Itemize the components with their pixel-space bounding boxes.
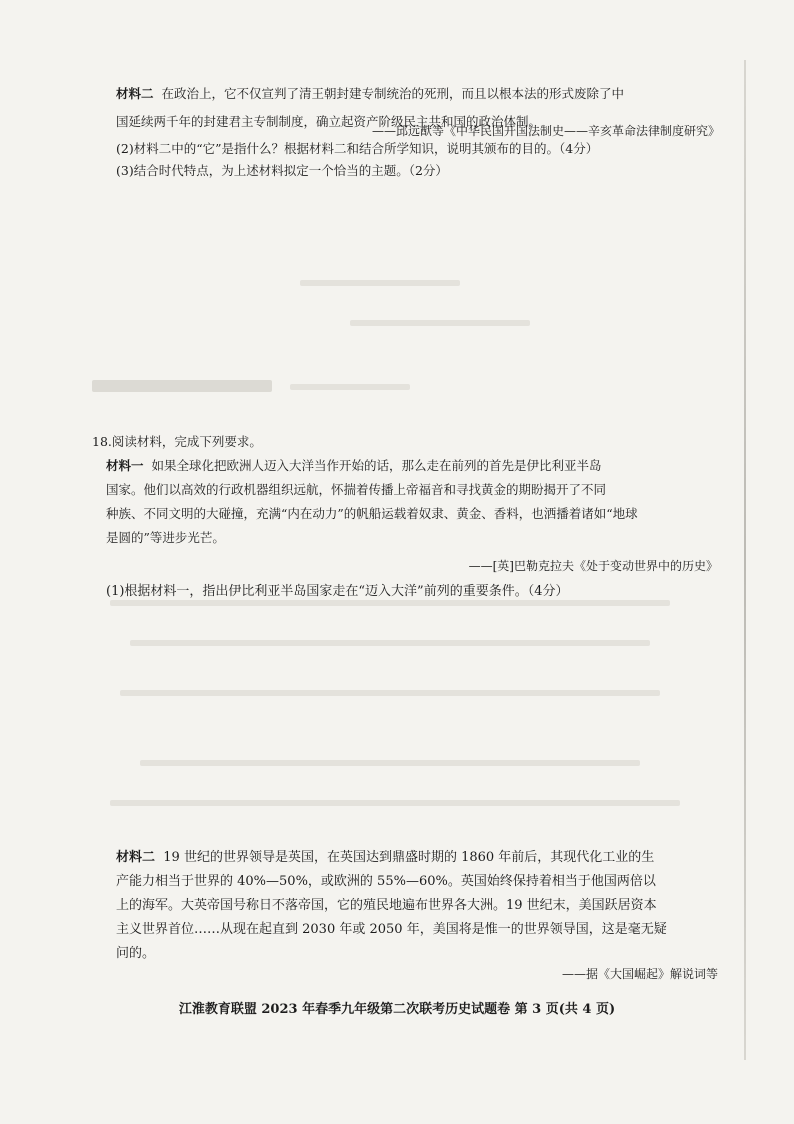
page-fold-line (744, 60, 746, 1060)
question-2: (2)材料二中的“它”是指什么？根据材料二和结合所学知识，说明其颁布的目的。（4分） (116, 141, 599, 156)
question-1-block (106, 578, 726, 606)
material1-line-1: 材料一 如果全球化把欧洲人迈入大洋当作开始的话，那么走在前列的首先是伊比利亚半岛 (106, 458, 602, 473)
bleed-through-mark (350, 320, 530, 326)
material2b-line-1: 材料二 19 世纪的世界领导是英国，在英国达到鼎盛时期的 1860 年前后，其现代化工业的生 (116, 850, 655, 865)
material2-line-2: 国延续两千年的封建君主专制制度，确立起资产阶级民主共和国的政治体制。 (116, 114, 542, 129)
bleed-through-mark (120, 690, 660, 696)
material2b-line-2: 产能力相当于世界的 40%—50%，或欧洲的 55%—60%。英国始终保持着相当于他国两倍以 (116, 874, 656, 889)
material2b-label: 材料二 (116, 850, 156, 865)
bleed-through-mark (140, 760, 640, 766)
material1-source: ——[英]巴勒克拉夫《处于变动世界中的历史》 (468, 559, 718, 573)
bleed-through-mark (300, 280, 460, 286)
material2-block (116, 846, 736, 966)
question-3: (3)结合时代特点，为上述材料拟定一个恰当的主题。（2分） (116, 163, 448, 178)
bleed-through-mark (110, 800, 680, 806)
material1-line-3: 种族、不同文明的大碰撞，充满“内在动力”的帆船运载着奴隶、黄金、香料，也洒播着诸如“地球 (106, 506, 638, 521)
section-b (92, 430, 732, 550)
material2-label: 材料二 (116, 86, 154, 101)
material1-line-2: 国家。他们以高效的行政机器组织远航，怀揣着传播上帝福音和寻找黄金的期盼揭开了不同 (106, 482, 607, 497)
material1-source-block (320, 552, 718, 580)
question-1: (1)根据材料一，指出伊比利亚半岛国家走在“迈入大洋”前列的重要条件。（4分） (106, 584, 569, 599)
material2-line-1: 材料二 在政治上，它不仅宣判了清王朝封建专制统治的死刑，而且以根本法的形式废除了中 (116, 86, 624, 101)
section-a-questions (116, 138, 736, 182)
material2b-source-block (420, 960, 718, 988)
material2b-line-5: 问的。 (116, 946, 156, 961)
material1-label: 材料一 (106, 458, 144, 473)
question-18-heading: 18.阅读材料，完成下列要求。 (92, 434, 262, 449)
material2-source: ——邱远猷等《中华民国开国法制史——辛亥革命法律制度研究》 (371, 124, 720, 138)
bleed-through-mark (130, 640, 650, 646)
material1-line-4: 是圆的”等进步光芒。 (106, 530, 225, 545)
material2b-line-3: 上的海军。大英帝国号称日不落帝国，它的殖民地遍布世界各大洲。19 世纪末，美国跃居资本 (116, 898, 657, 913)
bleed-through-mark (92, 380, 272, 392)
bleed-through-mark (290, 384, 410, 390)
material2b-source: ——据《大国崛起》解说词等 (561, 967, 718, 981)
page-footer: 江淮教育联盟 2023 年春季九年级第二次联考历史试题卷 第 3 页(共 4 页) (178, 1002, 616, 1017)
material2b-line-4: 主义世界首位……从现在起直到 2030 年或 2050 年，美国将是惟一的世界领导国，这是毫无疑 (116, 922, 667, 937)
